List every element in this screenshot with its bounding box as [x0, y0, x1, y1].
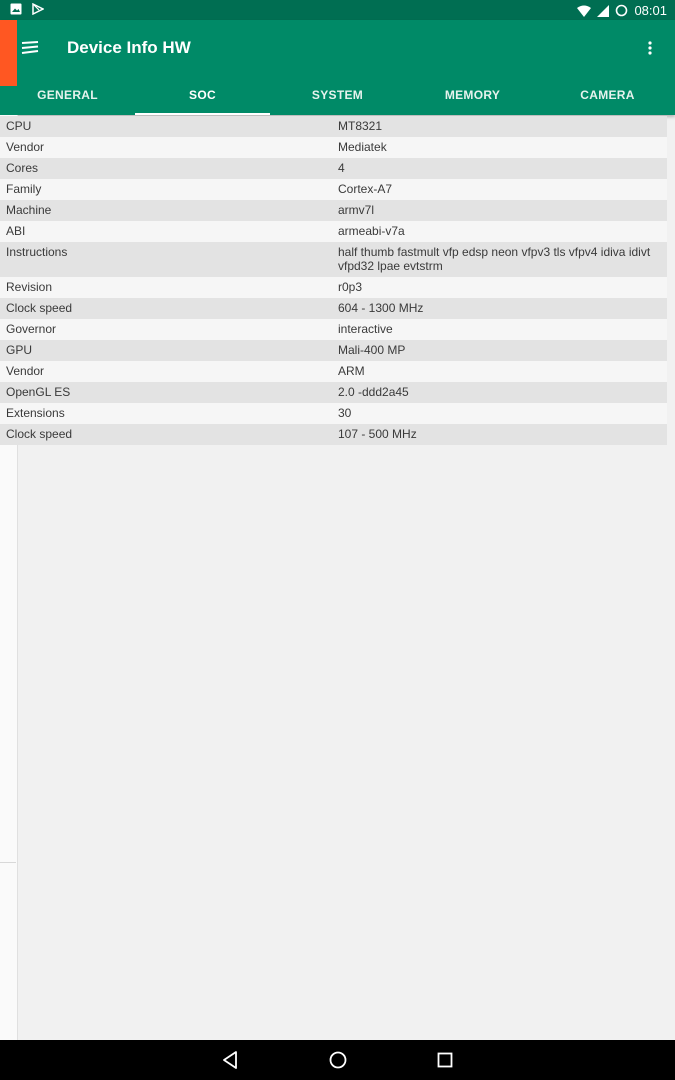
- table-row: [0, 382, 667, 403]
- row-value: 2.0 -ddd2a45: [338, 385, 409, 399]
- recents-button[interactable]: [435, 1050, 455, 1070]
- back-icon: [222, 1051, 238, 1069]
- tab-general[interactable]: GENERAL: [37, 88, 98, 102]
- row-label: ABI: [6, 224, 26, 238]
- wifi-icon: [577, 5, 591, 17]
- row-label: Instructions: [6, 245, 68, 259]
- row-value: Mediatek: [338, 140, 387, 154]
- row-value: Mali-400 MP: [338, 343, 406, 357]
- tab-bar: [0, 76, 675, 115]
- menu-button[interactable]: [14, 32, 46, 64]
- system-navigation-bar: [0, 1040, 675, 1080]
- drawer-divider: [0, 862, 16, 863]
- battery-icon: [615, 4, 628, 17]
- tab-memory[interactable]: MEMORY: [444, 88, 501, 102]
- row-value: 107 - 500 MHz: [338, 427, 417, 441]
- row-label: CPU: [6, 119, 32, 133]
- row-label: Revision: [6, 280, 53, 294]
- row-value: ARM: [338, 364, 365, 378]
- row-value: armeabi-v7a: [338, 224, 405, 238]
- row-label: Family: [6, 182, 42, 196]
- more-vert-icon: [648, 41, 652, 55]
- table-row: [0, 340, 667, 361]
- row-label: Extensions: [6, 406, 65, 420]
- table-row: [0, 221, 667, 242]
- home-button[interactable]: [328, 1050, 348, 1070]
- row-label: Clock speed: [6, 427, 73, 441]
- hamburger-icon: [21, 41, 39, 55]
- row-label: Vendor: [6, 140, 45, 154]
- row-value: 30: [338, 406, 352, 420]
- tab-camera[interactable]: CAMERA: [580, 88, 635, 102]
- row-value: interactive: [338, 322, 393, 336]
- table-row: [0, 137, 667, 158]
- row-label: OpenGL ES: [6, 385, 71, 399]
- play-store-icon: [32, 3, 44, 15]
- row-value: armv7l: [338, 203, 375, 217]
- row-label: Cores: [6, 161, 39, 175]
- drawer-accent[interactable]: [0, 20, 17, 86]
- row-label: Governor: [6, 322, 57, 336]
- table-row: [0, 116, 667, 137]
- row-label: Machine: [6, 203, 52, 217]
- table-row: [0, 403, 667, 424]
- status-time: 08:01: [634, 3, 667, 18]
- table-row: [0, 424, 667, 445]
- table-row: [0, 361, 667, 382]
- recents-icon: [437, 1052, 453, 1068]
- row-label: GPU: [6, 343, 33, 357]
- image-icon: [10, 3, 22, 15]
- table-row: [0, 242, 667, 277]
- row-label: Clock speed: [6, 301, 73, 315]
- soc-info-table: [0, 116, 667, 445]
- status-bar: [0, 0, 675, 20]
- back-button[interactable]: [220, 1050, 240, 1070]
- more-options-button[interactable]: [637, 34, 663, 62]
- table-row: [0, 179, 667, 200]
- row-value: 604 - 1300 MHz: [338, 301, 424, 315]
- row-label: Vendor: [6, 364, 45, 378]
- app-bar: [0, 20, 675, 115]
- row-value: r0p3: [338, 280, 363, 294]
- table-row: [0, 319, 667, 340]
- row-value: half thumb fastmult vfp edsp neon vfpv3 tls vfpv4 idiva idivt vfpd32 lpae evtstrm: [338, 245, 651, 273]
- table-row: [0, 277, 667, 298]
- signal-icon: [597, 5, 609, 17]
- row-value: Cortex-A7: [338, 182, 393, 196]
- table-row: [0, 158, 667, 179]
- tab-system[interactable]: SYSTEM: [311, 88, 364, 102]
- row-value: MT8321: [338, 119, 383, 133]
- tab-soc[interactable]: SOC: [135, 76, 270, 115]
- app-title: Device Info HW: [67, 38, 191, 57]
- home-icon: [329, 1051, 347, 1069]
- table-row: [0, 298, 667, 319]
- table-row: [0, 200, 667, 221]
- row-value: 4: [338, 161, 345, 175]
